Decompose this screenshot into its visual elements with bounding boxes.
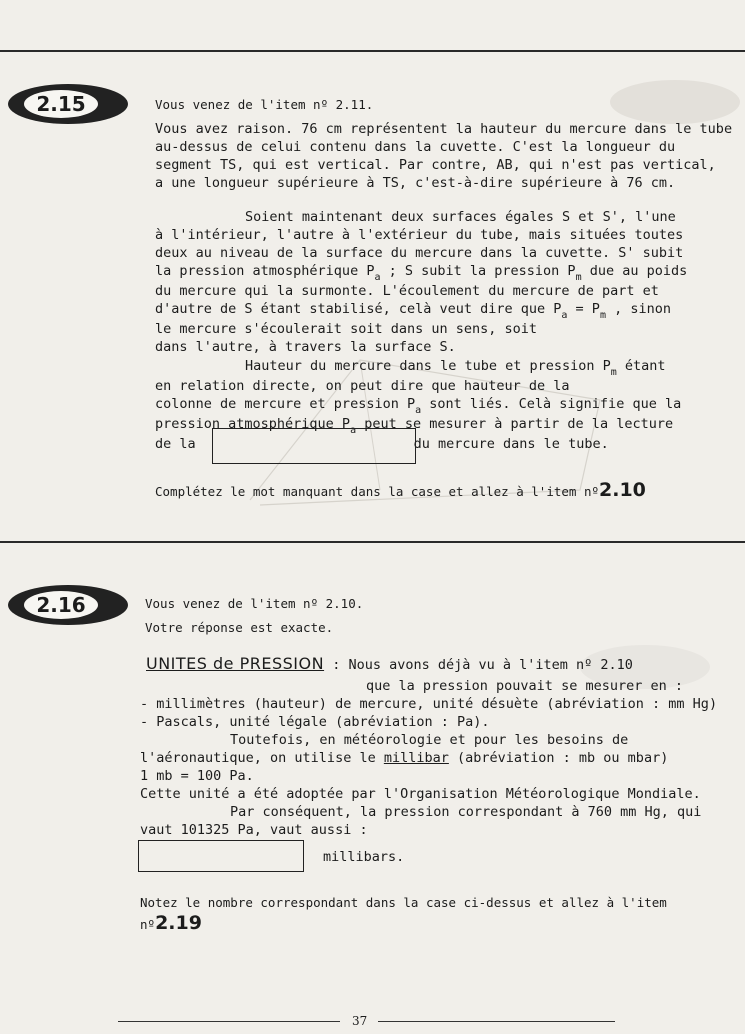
item-intro: Vous venez de l'item nº 2.11. (155, 97, 374, 112)
page-number: 37 (352, 1014, 368, 1028)
text-segment: due au poids (581, 263, 688, 279)
paragraph-1 (155, 120, 732, 192)
text-segment: étant (616, 358, 666, 374)
item-badge-label: 2.16 (24, 591, 98, 619)
subscript: m (575, 272, 582, 283)
instruction-text: Complétez le mot manquant dans la case et allez à l'item nº (155, 484, 600, 499)
text-segment: de part et (569, 283, 659, 299)
units-section (140, 655, 717, 839)
text-segment: colonne de mercure et pression P (155, 396, 416, 412)
text-line: - Pascals, unité légale (abréviation : Pa). (140, 714, 490, 730)
text-line (155, 262, 687, 282)
item-badge-2-15 (8, 84, 128, 124)
text-segment: sont liés. Celà signifie que la (421, 396, 682, 412)
bleed-through-badge-1 (610, 80, 740, 124)
text-line: vaut 101325 Pa, vaut aussi : (140, 822, 368, 838)
instruction-text-2 (140, 913, 667, 935)
instruction-line (155, 481, 646, 502)
top-section-rule (0, 50, 745, 52)
text-line: au-dessus de celui contenu dans la cuvette. C'est la longueur du (155, 139, 676, 155)
middle-section-rule (0, 541, 745, 543)
text-line: 1 mb = 100 Pa. (140, 768, 254, 784)
text-line (155, 395, 681, 415)
text-line (155, 300, 687, 320)
text-segment: ; S subit la pression P (380, 263, 576, 279)
subscript: a (374, 272, 381, 283)
subscript: a (350, 425, 357, 436)
text-segment: de la (155, 436, 196, 452)
text-line: le mercure s'écoulerait soit dans un sens, soit (155, 321, 538, 337)
text-line (155, 282, 687, 300)
text-segment: du mercure qui la surmonte. L'écoulement du mercure (155, 283, 570, 299)
text-segment: Hauteur du mercure dans le tube et pression P (245, 358, 611, 374)
text-segment: l'aéronautique, on utilise le (140, 750, 384, 766)
section-title: UNITES de PRESSION (146, 654, 325, 673)
instruction-line (140, 893, 667, 935)
item-badge-label: 2.15 (24, 90, 98, 118)
text-line: segment TS, qui est vertical. Par contre, AB, qui n'est pas vertical, (155, 157, 716, 173)
text-line: Par conséquent, la pression correspondant à 760 mm Hg, qui (230, 804, 702, 820)
text-line (155, 357, 681, 377)
paragraph-2 (155, 208, 687, 356)
footer-rule-left (118, 1021, 340, 1022)
instruction-text: Notez le nombre correspondant dans la case ci-dessus et allez à l'item (140, 895, 667, 910)
next-item-ref: 2.19 (155, 912, 202, 934)
text-line: Cette unité a été adoptée par l'Organisation Météorologique Mondiale. (140, 786, 701, 802)
text-segment: d'autre de S étant stabilisé, celà veut dire que P (155, 301, 562, 317)
subscript: a (415, 405, 422, 416)
text-line (140, 749, 717, 767)
subscript: m (610, 367, 617, 378)
text-segment: : Nous avons déjà vu à l'item nº 2.10 (324, 657, 633, 673)
text-segment: (abréviation : mb ou mbar) (448, 750, 669, 766)
text-segment: nº (140, 917, 156, 932)
text-line: Vous avez raison. 76 cm représentent la hauteur du mercure dans le tube (155, 121, 733, 137)
text-segment: pression atmosphérique P (155, 416, 351, 432)
answer-box-millibars[interactable] (138, 840, 304, 872)
subscript: a (561, 310, 568, 321)
text-line: dans l'autre, à travers la surface S. (155, 339, 456, 355)
text-segment: du mercure dans le tube. (413, 436, 609, 452)
text-line: Toutefois, en météorologie et pour les besoins de (230, 732, 629, 748)
text-segment: la pression atmosphérique P (155, 263, 375, 279)
item-badge-2-16 (8, 585, 128, 625)
text-line: Soient maintenant deux surfaces égales S et S', l'une (245, 209, 676, 225)
text-line: que la pression pouvait se mesurer en : (366, 678, 683, 694)
answer-box-missing-word[interactable] (212, 428, 416, 464)
footer-rule-right (378, 1021, 615, 1022)
item-intro: Vous venez de l'item nº 2.10. (145, 596, 364, 611)
millibars-label: millibars. (323, 849, 405, 865)
answer-confirmation: Votre réponse est exacte. (145, 620, 334, 635)
underlined-term: millibar (383, 750, 449, 766)
text-line: deux au niveau de la surface du mercure dans la cuvette. S' subit (155, 245, 684, 261)
text-line: en relation directe, on peut dire que hauteur de la (155, 378, 570, 394)
text-segment: peut se mesurer à partir de la lecture (356, 416, 674, 432)
text-line: - millimètres (hauteur) de mercure, unité désuète (abréviation : mm Hg) (140, 696, 718, 712)
text-line (140, 655, 717, 677)
text-segment: = P (567, 301, 600, 317)
text-line: a une longueur supérieure à TS, c'est-à-dire supérieure à 76 cm. (155, 175, 676, 191)
text-line: à l'intérieur, l'autre à l'extérieur du tube, mais situées toutes (155, 227, 684, 243)
subscript: m (599, 310, 606, 321)
next-item-ref: 2.10 (599, 479, 646, 501)
text-segment: , sinon (605, 301, 671, 317)
